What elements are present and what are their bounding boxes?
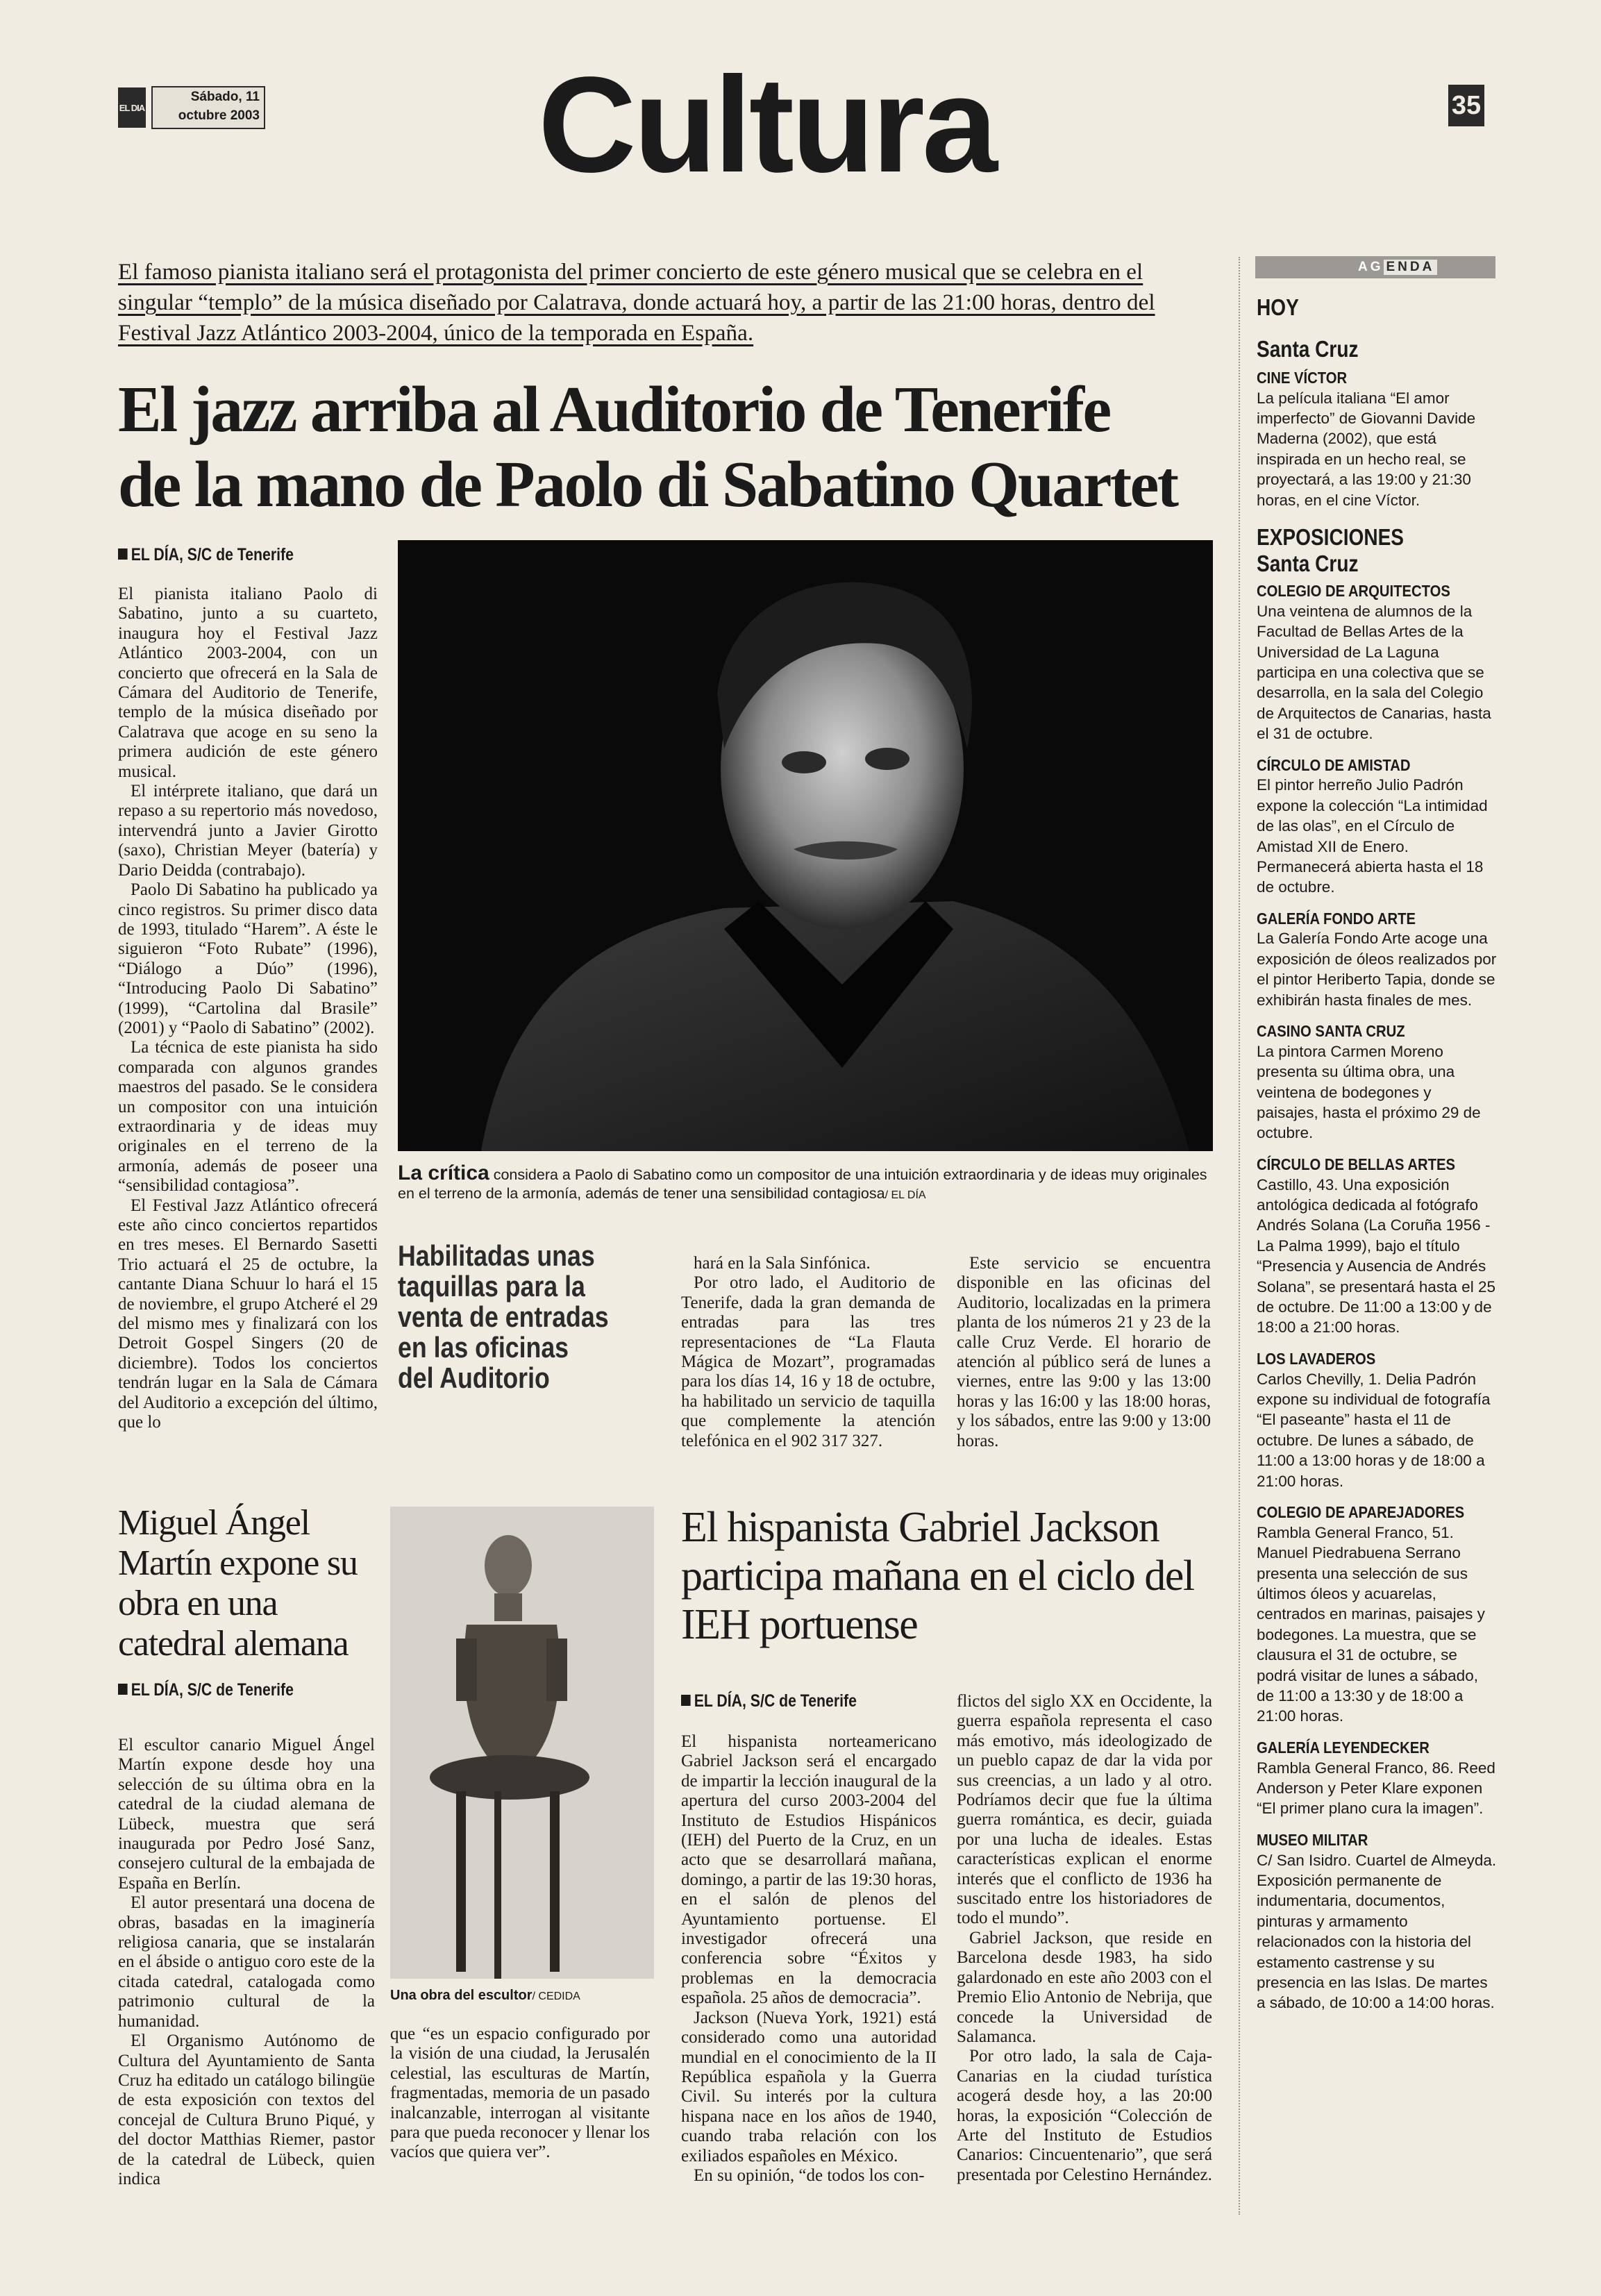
byline-square xyxy=(118,548,128,560)
agenda-item xyxy=(1257,1021,1497,1143)
agenda-item xyxy=(1257,909,1497,1010)
agenda-label-b: ENDA xyxy=(1384,260,1438,275)
lead-byline xyxy=(118,545,294,565)
martin-column-2 xyxy=(390,2025,650,2163)
jackson-column-2 xyxy=(957,1692,1212,2185)
agenda-item-text: Carlos Chevilly, 1. Delia Padrón expone su individual de fotografía “El paseante” hasta el 11 de octubre. De lunes a sábado, de 11:00 a 13:00 horas y de 18:00 a 21:00 horas. xyxy=(1257,1370,1491,1490)
masthead-logo: EL DIA xyxy=(118,87,146,128)
martin-paragraph: El autor presentará una docena de obras, basadas en la imaginería religiosa canaria, que se instalarán en el ábside o antiguo coro este de la citada catedral, catalogada como patrimonio cultural de la humanidad. xyxy=(118,1893,375,2031)
agenda-exposiciones: EXPOSICIONES xyxy=(1257,524,1404,551)
agenda-label-a: AG xyxy=(1358,260,1384,274)
jackson-paragraph: El hispanista norteamericano Gabriel Jackson será el encargado de impartir la lección inaugural de la apertura del curso 2003-2004 del Instituto de Estudios Hispánicos (IEH) del Puerto de la Cruz, en un acto que se desarrollará mañana, domingo, a partir de las 19:30 horas, en el salón de plenos del Ayuntamiento portuense. El investigador ofrecerá una conferencia sobre “Éxitos y problemas en la democracia española. 25 años de democracia”. xyxy=(681,1732,937,2008)
agenda-city: Santa Cruz xyxy=(1257,335,1359,362)
byline-square xyxy=(118,1684,128,1695)
agenda-item-name: CÍRCULO DE AMISTAD xyxy=(1257,755,1411,774)
masthead-date xyxy=(151,86,265,129)
agenda-item-name: CASINO SANTA CRUZ xyxy=(1257,1022,1405,1041)
portrait-illustration xyxy=(398,540,1213,1151)
agenda-item-name: GALERÍA LEYENDECKER xyxy=(1257,1738,1430,1757)
jackson-column-1 xyxy=(681,1732,937,2186)
jackson-paragraph: Por otro lado, la sala de Caja-Canarias en la ciudad turística acogerá desde hoy, a las 20:00 horas, la exposición “Colección de Arte del Instituto de Estudios Canarios: Cincuentenario”, que será presentada por Celestino Hernández. xyxy=(957,2047,1212,2184)
agenda-item xyxy=(1257,1155,1497,1338)
martin-paragraph: que “es un espacio configurado por la visión de una ciudad, la Jerusalén celestial, las esculturas de Martín, fragmentadas, memoria de un pasado inalcanzable, interrogan al visitante para que pueda reconocer y llenar los vacíos que quiera ver”. xyxy=(390,2025,650,2162)
lead-paragraph: Paolo Di Sabatino ha publicado ya cinco registros. Su primer disco data de 1993, titulado “Harem”. A éste le siguieron “Foto Rubate” (1996), “Diálogo a Dúo” (1996), “Introducing Paolo Di Sabatino” (1999), “Cartolina dal Brasile” (2001) y “Paolo di Sabatino” (2002). xyxy=(118,880,378,1037)
byline-text: EL DÍA, S/C de Tenerife xyxy=(131,1680,294,1700)
byline-square xyxy=(681,1695,691,1706)
agenda-item-text: Una veintena de alumnos de la Facultad de Bellas Artes de la Universidad de La Laguna participa en una colectiva que se desarrolla, en la sala del Colegio de Arquitectos de Canarias, hasta el 31 de octubre. xyxy=(1257,602,1491,743)
jackson-headline: El hispanista Gabriel Jackson participa mañana en el ciclo del IEH portuense xyxy=(681,1504,1194,1648)
lead-column-3 xyxy=(957,1254,1211,1451)
agenda-exposiciones-city: Santa Cruz xyxy=(1257,551,1359,576)
date-line-1: Sábado, 11 xyxy=(190,90,260,104)
lead-paragraph: La técnica de este pianista ha sido comparada con algunos grandes maestros del pasado. Se le considera un compositor con una intuición extraordinaria y de ideas muy originales en el terreno de la armonía, además de poseer una “sensibilidad contagiosa”. xyxy=(118,1038,378,1196)
lead-paragraph: El intérprete italiano, que dará un repaso a su repertorio más novedoso, intervendrá junto a Javier Girotto (saxo), Christian Meyer (batería) y Dario Deidda (contrabajo). xyxy=(118,782,378,880)
agenda-item xyxy=(1257,1830,1497,2013)
agenda-item-text: La pintora Carmen Moreno presenta su última obra, una veintena de bodegones y paisajes, hasta el próximo 29 de octubre. xyxy=(1257,1042,1481,1142)
lead-paragraph: hará en la Sala Sinfónica. xyxy=(694,1254,871,1273)
lead-intro: El famoso pianista italiano será el protagonista del primer concierto de este género musical que se celebra en el singular “templo” de la música diseñado por Calatrava, donde actuará hoy, a partir de las 21:00 horas, dentro del Festival Jazz Atlántico 2003-2004, único de la temporada en España. xyxy=(118,259,1155,346)
agenda-item-text: La película italiana “El amor imperfecto” de Giovanni Davide Maderna (2002), que está inspirada en un hecho real, se proyectará, a las 19:00 y 21:30 horas, en el cine Víctor. xyxy=(1257,389,1476,509)
headline-line-2: de la mano de Paolo di Sabatino Quartet xyxy=(118,449,1177,521)
lead-subheadline: Habilitadas unas taquillas para la venta de entradas en las oficinas del Auditorio xyxy=(398,1239,609,1394)
caption-credit: / EL DÍA xyxy=(885,1189,926,1201)
martin-paragraph: El escultor canario Miguel Ángel Martín expone desde hoy una selección de su última obra en la catedral de la ciudad alemana de Lübeck, muestra que será inaugurada por Pedro José Sanz, consejero cultural de la embajada de España en Berlín. xyxy=(118,1736,375,1893)
jackson-paragraph: En su opinión, “de todos los con- xyxy=(694,2165,925,2185)
agenda-item-name: MUSEO MILITAR xyxy=(1257,1830,1368,1849)
date-line-2: octubre 2003 xyxy=(178,108,260,123)
jackson-paragraph: flictos del siglo XX en Occidente, la guerra española representa el caso más emotivo, más ideologizado de un pueblo capaz de dar la vida por sus creencias, a un lado y al otro. Podríamos decir que fue la última guerra romántica, es decir, guiada por una lucha de ideales. Estas características explican el enorme interés que el conflicto de 1936 ha suscitado entre los historiadores de todo el mundo”. xyxy=(957,1692,1212,1928)
lead-paragraph: El pianista italiano Paolo di Sabatino, junto a su cuarteto, inaugura hoy el Festival Jazz Atlántico 2003-2004, con un concierto que ofrecerá en la Sala de Cámara del Auditorio de Tenerife, templo de la música diseñado por Calatrava que acoge en su seno la primera audición de este género musical. xyxy=(118,585,378,781)
lead-photo xyxy=(398,540,1213,1151)
agenda-divider xyxy=(1239,257,1240,2215)
byline-text: EL DÍA, S/C de Tenerife xyxy=(131,545,294,564)
caption-credit: / CEDIDA xyxy=(532,1991,580,2002)
sculpture-illustration xyxy=(390,1507,654,1979)
lead-column-2 xyxy=(681,1254,935,1451)
agenda-item-text: C/ San Isidro. Cuartel de Almeyda. Exposición permanente de indumentaria, documentos, pinturas y armamento relacionados con la historia del estamento castrense y su presencia en las Islas. De martes a sábado, de 10:00 a 14:00 horas. xyxy=(1257,1851,1497,2012)
agenda-item xyxy=(1257,755,1497,898)
agenda-item-text: Castillo, 43. Una exposición antológica dedicada al fotógrafo Andrés Solana (La Coruña 1956 - La Palma 1999), bajo el título “Presencia y Ausencia de Andrés Solana”, se presentará hasta el 25 de octubre. De 11:00 a 13:00 y de 18:00 a 21:00 horas. xyxy=(1257,1175,1495,1336)
agenda-item xyxy=(1257,1502,1497,1727)
caption-text: considera a Paolo di Sabatino como un compositor de una intuición extraordinaria y de ideas muy originales en el terreno de la armonía, además de tener una sensibilidad contagiosa xyxy=(398,1166,1207,1202)
jackson-paragraph: Jackson (Nueva York, 1921) está considerado como una autoridad mundial en el conocimiento de la II República española y la Guerra Civil. Su interés por la cultura hispana nace en los años de 1940, cuando traba relación con los exiliados españoles en México. xyxy=(681,2008,937,2165)
lead-paragraph: Este servicio se encuentra disponible en las oficinas del Auditorio, localizadas en la primera planta de los números 21 y 23 de la calle Cruz Verde. El horario de atención al público será de lunes a viernes, entre las 9:00 y las 13:00 horas y las 16:00 y las 18:00 horas, y los sábados, entre las 9:00 y 13:00 horas. xyxy=(957,1254,1211,1450)
martin-byline xyxy=(118,1680,294,1700)
lead-photo-caption xyxy=(398,1164,1213,1205)
sculpture-photo xyxy=(390,1507,654,1979)
agenda-item-text: El pintor herreño Julio Padrón expone la colección “La intimidad de las olas”, en el Círculo de Amistad XII de Enero. Permanecerá abierta hasta el 18 de octubre. xyxy=(1257,776,1488,896)
agenda-item xyxy=(1257,368,1497,510)
agenda-hoy: HOY xyxy=(1257,294,1299,320)
agenda-item xyxy=(1257,581,1497,744)
lead-paragraph: El Festival Jazz Atlántico ofrecerá este año cinco conciertos repartidos en tres meses. El Bernardo Sasetti Trio actuará el 25 de octubre, la cantante Diana Schuur lo hará el 15 de noviembre, el grupo Atcheré el 29 del mismo mes y finalizará con los Detroit Gospel Singers (20 de diciembre). Todos los conciertos tendrán lugar en la Sala de Cámara del Auditorio a excepción del último, que lo xyxy=(118,1196,378,1432)
agenda-item-name: GALERÍA FONDO ARTE xyxy=(1257,909,1416,928)
agenda-item-name: CINE VÍCTOR xyxy=(1257,368,1348,387)
agenda-item-name: COLEGIO DE ARQUITECTOS xyxy=(1257,581,1450,600)
sculpture-caption xyxy=(390,1987,654,2005)
page-number: 35 xyxy=(1448,85,1484,126)
agenda-item-name: LOS LAVADEROS xyxy=(1257,1349,1376,1368)
lead-column-1 xyxy=(118,585,378,1432)
martin-column-1 xyxy=(118,1736,375,2189)
agenda-content xyxy=(1257,294,1497,2025)
jackson-paragraph: Gabriel Jackson, que reside en Barcelona desde 1983, ha sido galardonado en este año 2003 con el Premio Elio Antonio de Nebrija, que concede la Universidad de Salamanca. xyxy=(957,1928,1212,2046)
headline-line-1: El jazz arriba al Auditorio de Tenerife xyxy=(118,374,1110,446)
byline-text: EL DÍA, S/C de Tenerife xyxy=(694,1691,857,1711)
agenda-item-text: Rambla General Franco, 51. Manuel Piedrabuena Serrano presenta una selección de sus últimos óleos y acuarelas, centrados en marinas, paisajes y bodegones. La muestra, que se clausura el 31 de octubre, se podrá visitar de lunes a sábado, de 11:00 a 13:30 y de 18:00 a 21:00 horas. xyxy=(1257,1523,1485,1725)
caption-lead: Una obra del escultor xyxy=(390,1988,533,2003)
agenda-item xyxy=(1257,1738,1497,1819)
caption-lead: La crítica xyxy=(398,1162,489,1184)
martin-headline: Miguel Ángel Martín expone su obra en una catedral alemana xyxy=(118,1503,358,1664)
lead-headline xyxy=(118,372,1229,522)
martin-paragraph: El Organismo Autónomo de Cultura del Ayuntamiento de Santa Cruz ha editado un catálogo bilingüe de esta exposición con textos del concejal de Cultura Bruno Piqué, y del doctor Matthias Riemer, pastor de la catedral de Lübeck, quien indica xyxy=(118,2031,375,2188)
agenda-item-text: La Galería Fondo Arte acoge una exposición de óleos realizados por el pintor Heriberto Tapia, donde se exhibirán hasta finales de mes. xyxy=(1257,930,1497,1009)
agenda-banner xyxy=(1255,256,1495,278)
agenda-item xyxy=(1257,1349,1497,1491)
jackson-byline xyxy=(681,1691,857,1711)
agenda-item-text: Rambla General Franco, 86. Reed Anderson y Peter Klare exponen “El primer plano cura la imagen”. xyxy=(1257,1759,1495,1818)
agenda-item-name: CÍRCULO DE BELLAS ARTES xyxy=(1257,1155,1455,1173)
agenda-item-name: COLEGIO DE APAREJADORES xyxy=(1257,1503,1465,1522)
section-title: Cultura xyxy=(538,49,995,201)
lead-paragraph: Por otro lado, el Auditorio de Tenerife, dada la gran demanda de entradas para las tres representaciones de “La Flauta Mágica de Mozart”, programadas para los días 14, 16 y 18 de octubre, ha habilitado un servicio de taquilla que complemente la atención telefónica en el 902 317 327. xyxy=(681,1273,935,1450)
